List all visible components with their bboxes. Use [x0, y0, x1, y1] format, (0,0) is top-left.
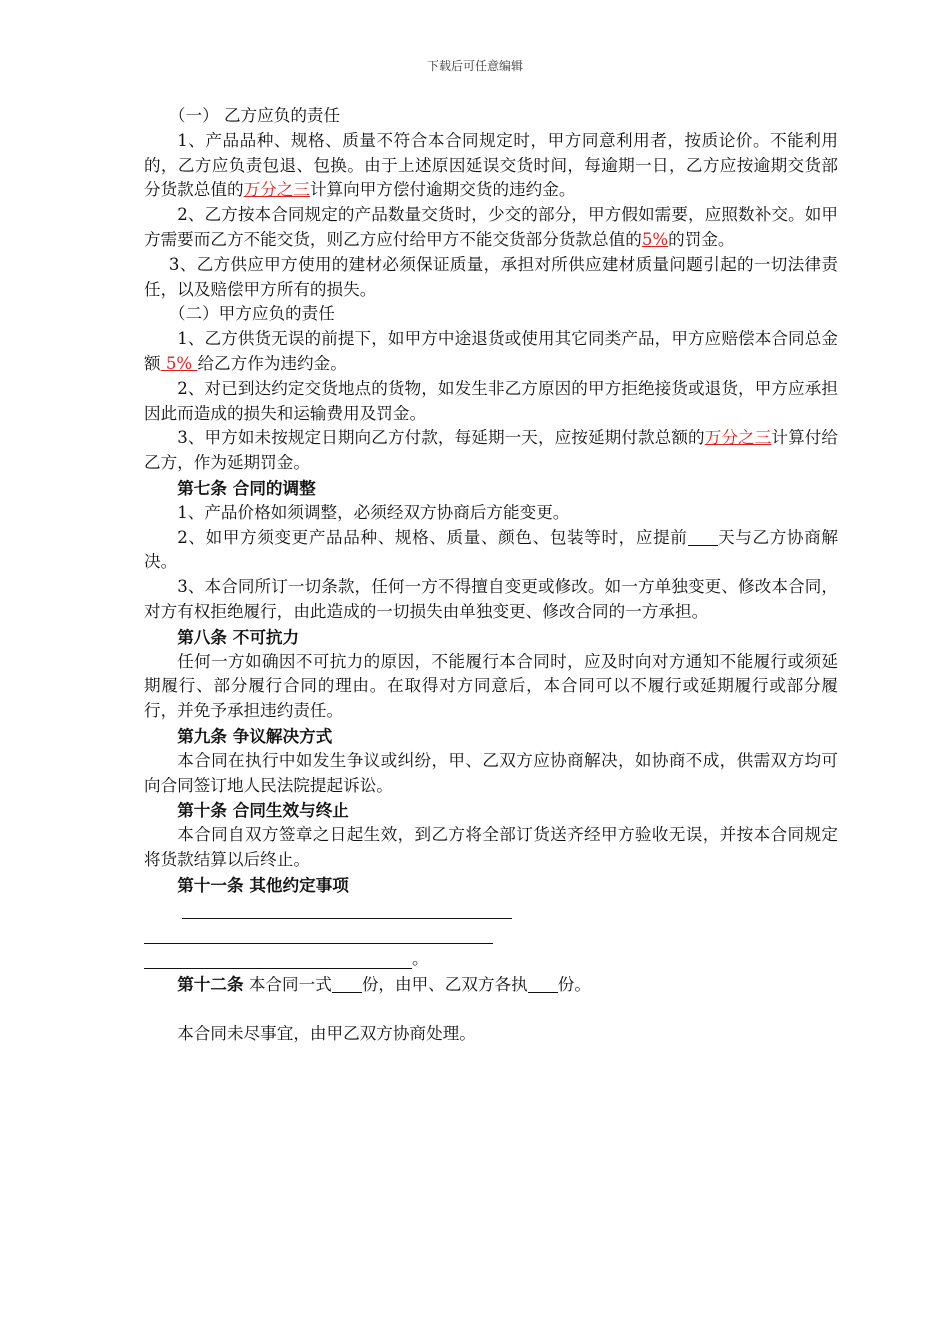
page-header: 下载后可任意编辑: [426, 59, 523, 73]
section-title-party-b: （一） 乙方应负的责任: [168, 106, 341, 125]
fill-blank-days[interactable]: [688, 529, 718, 546]
article-7-clause-2: 2、如甲方须变更产品品种、规格、质量、颜色、包装等时，应提前 天与乙方协商解决。: [144, 527, 838, 572]
clause-b-3: 3、乙方供应甲方使用的建材必须保证质量，承担对所供应建材质量问题引起的一切法律责任，以及赔偿甲方所有的损失。: [144, 254, 838, 299]
end-mark: 。: [412, 949, 429, 969]
article-7-clause-3: 3、本合同所订一切条款，任何一方不得擅自变更或修改。如一方单独变更、修改本合同，对方有权拒绝履行，由此造成的一切损失由单独变更、修改合同的一方承担。: [144, 577, 838, 621]
section-title-party-a: （二）甲方应负的责任: [168, 304, 335, 324]
article-12-title: 第十二条: [177, 973, 244, 994]
clause-b-2: 2、乙方按本合同规定的产品数量交货时，少交的部分，甲方假如需要，应照数补交。如甲方需要而乙方不能交货，则乙方应付给甲方不能交货部分货款总值的5%的罚金。: [144, 205, 838, 249]
article-9-text: 本合同在执行中如发生争议或纠纷，甲、乙双方应协商解决，如协商不成，供需双方均可向合同签订地人民法院提起诉讼。: [144, 750, 838, 795]
article-11-title: 第十一条 其他约定事项: [177, 874, 349, 895]
clause-a-2: 2、对已到达约定交货地点的货物，如发生非乙方原因的甲方拒绝接货或退货，甲方应承担因此而造成的损失和运输费用及罚金。: [144, 378, 838, 423]
rate-highlight: 万分之三: [243, 180, 310, 200]
article-7-clause-1: 1、产品价格如须调整，必须经双方协商后方能变更。: [177, 502, 570, 522]
contract-body: [144, 104, 838, 1047]
fill-blank-copies-each[interactable]: [528, 976, 558, 993]
article-8-title: 第八条 不可抗力: [177, 626, 300, 647]
spacer: [144, 998, 838, 1023]
article-8-text: 任何一方如确因不可抗力的原因，不能履行本合同时，应及时向对方通知不能履行或须延期履行、部分履行合同的理由。在取得对方同意后，本合同可以不履行或延期履行或部分履行，并免予承担违约责任。: [144, 651, 838, 721]
fill-line-1[interactable]: [144, 898, 838, 923]
article-10-title: 第十条 合同生效与终止: [177, 800, 349, 821]
article-9-title: 第九条 争议解决方式: [177, 725, 333, 746]
closing-text: 本合同未尽事宜，由甲乙双方协商处理。: [177, 1024, 476, 1044]
fill-blank-copies-total[interactable]: [332, 976, 362, 993]
percent-highlight: 5%: [641, 229, 669, 249]
fill-line-2[interactable]: [144, 922, 838, 947]
clause-a-1: 1、乙方供货无误的前提下，如甲方中途退货或使用其它同类产品，甲方应赔偿本合同总金额 5% 给乙方作为违约金。: [144, 329, 838, 373]
fill-line-3[interactable]: [144, 947, 838, 972]
article-7-title: 第七条 合同的调整: [177, 477, 316, 498]
clause-a-3: 3、甲方如未按规定日期向乙方付款，每延期一天，应按延期付款总额的万分之三计算付给乙方，作为延期罚金。: [144, 428, 839, 473]
article-12: 第十二条 本合同一式 份，由甲、乙双方各执 份。: [177, 973, 591, 994]
clause-b-1: 1、产品品种、规格、质量不符合本合同规定时，甲方同意利用者，按质论价。不能利用的，乙方应负责包退、包换。由于上述原因延误交货时间，每逾期一日，乙方应按逾期交货部分货款总值的万分之三计算向甲方偿付逾期交货的违约金。: [144, 130, 838, 200]
percent-highlight: 5%: [160, 353, 198, 373]
article-10-text: 本合同自双方签章之日起生效，到乙方将全部订货送齐经甲方验收无误，并按本合同规定将货款结算以后终止。: [144, 825, 838, 869]
rate-highlight: 万分之三: [704, 428, 772, 448]
